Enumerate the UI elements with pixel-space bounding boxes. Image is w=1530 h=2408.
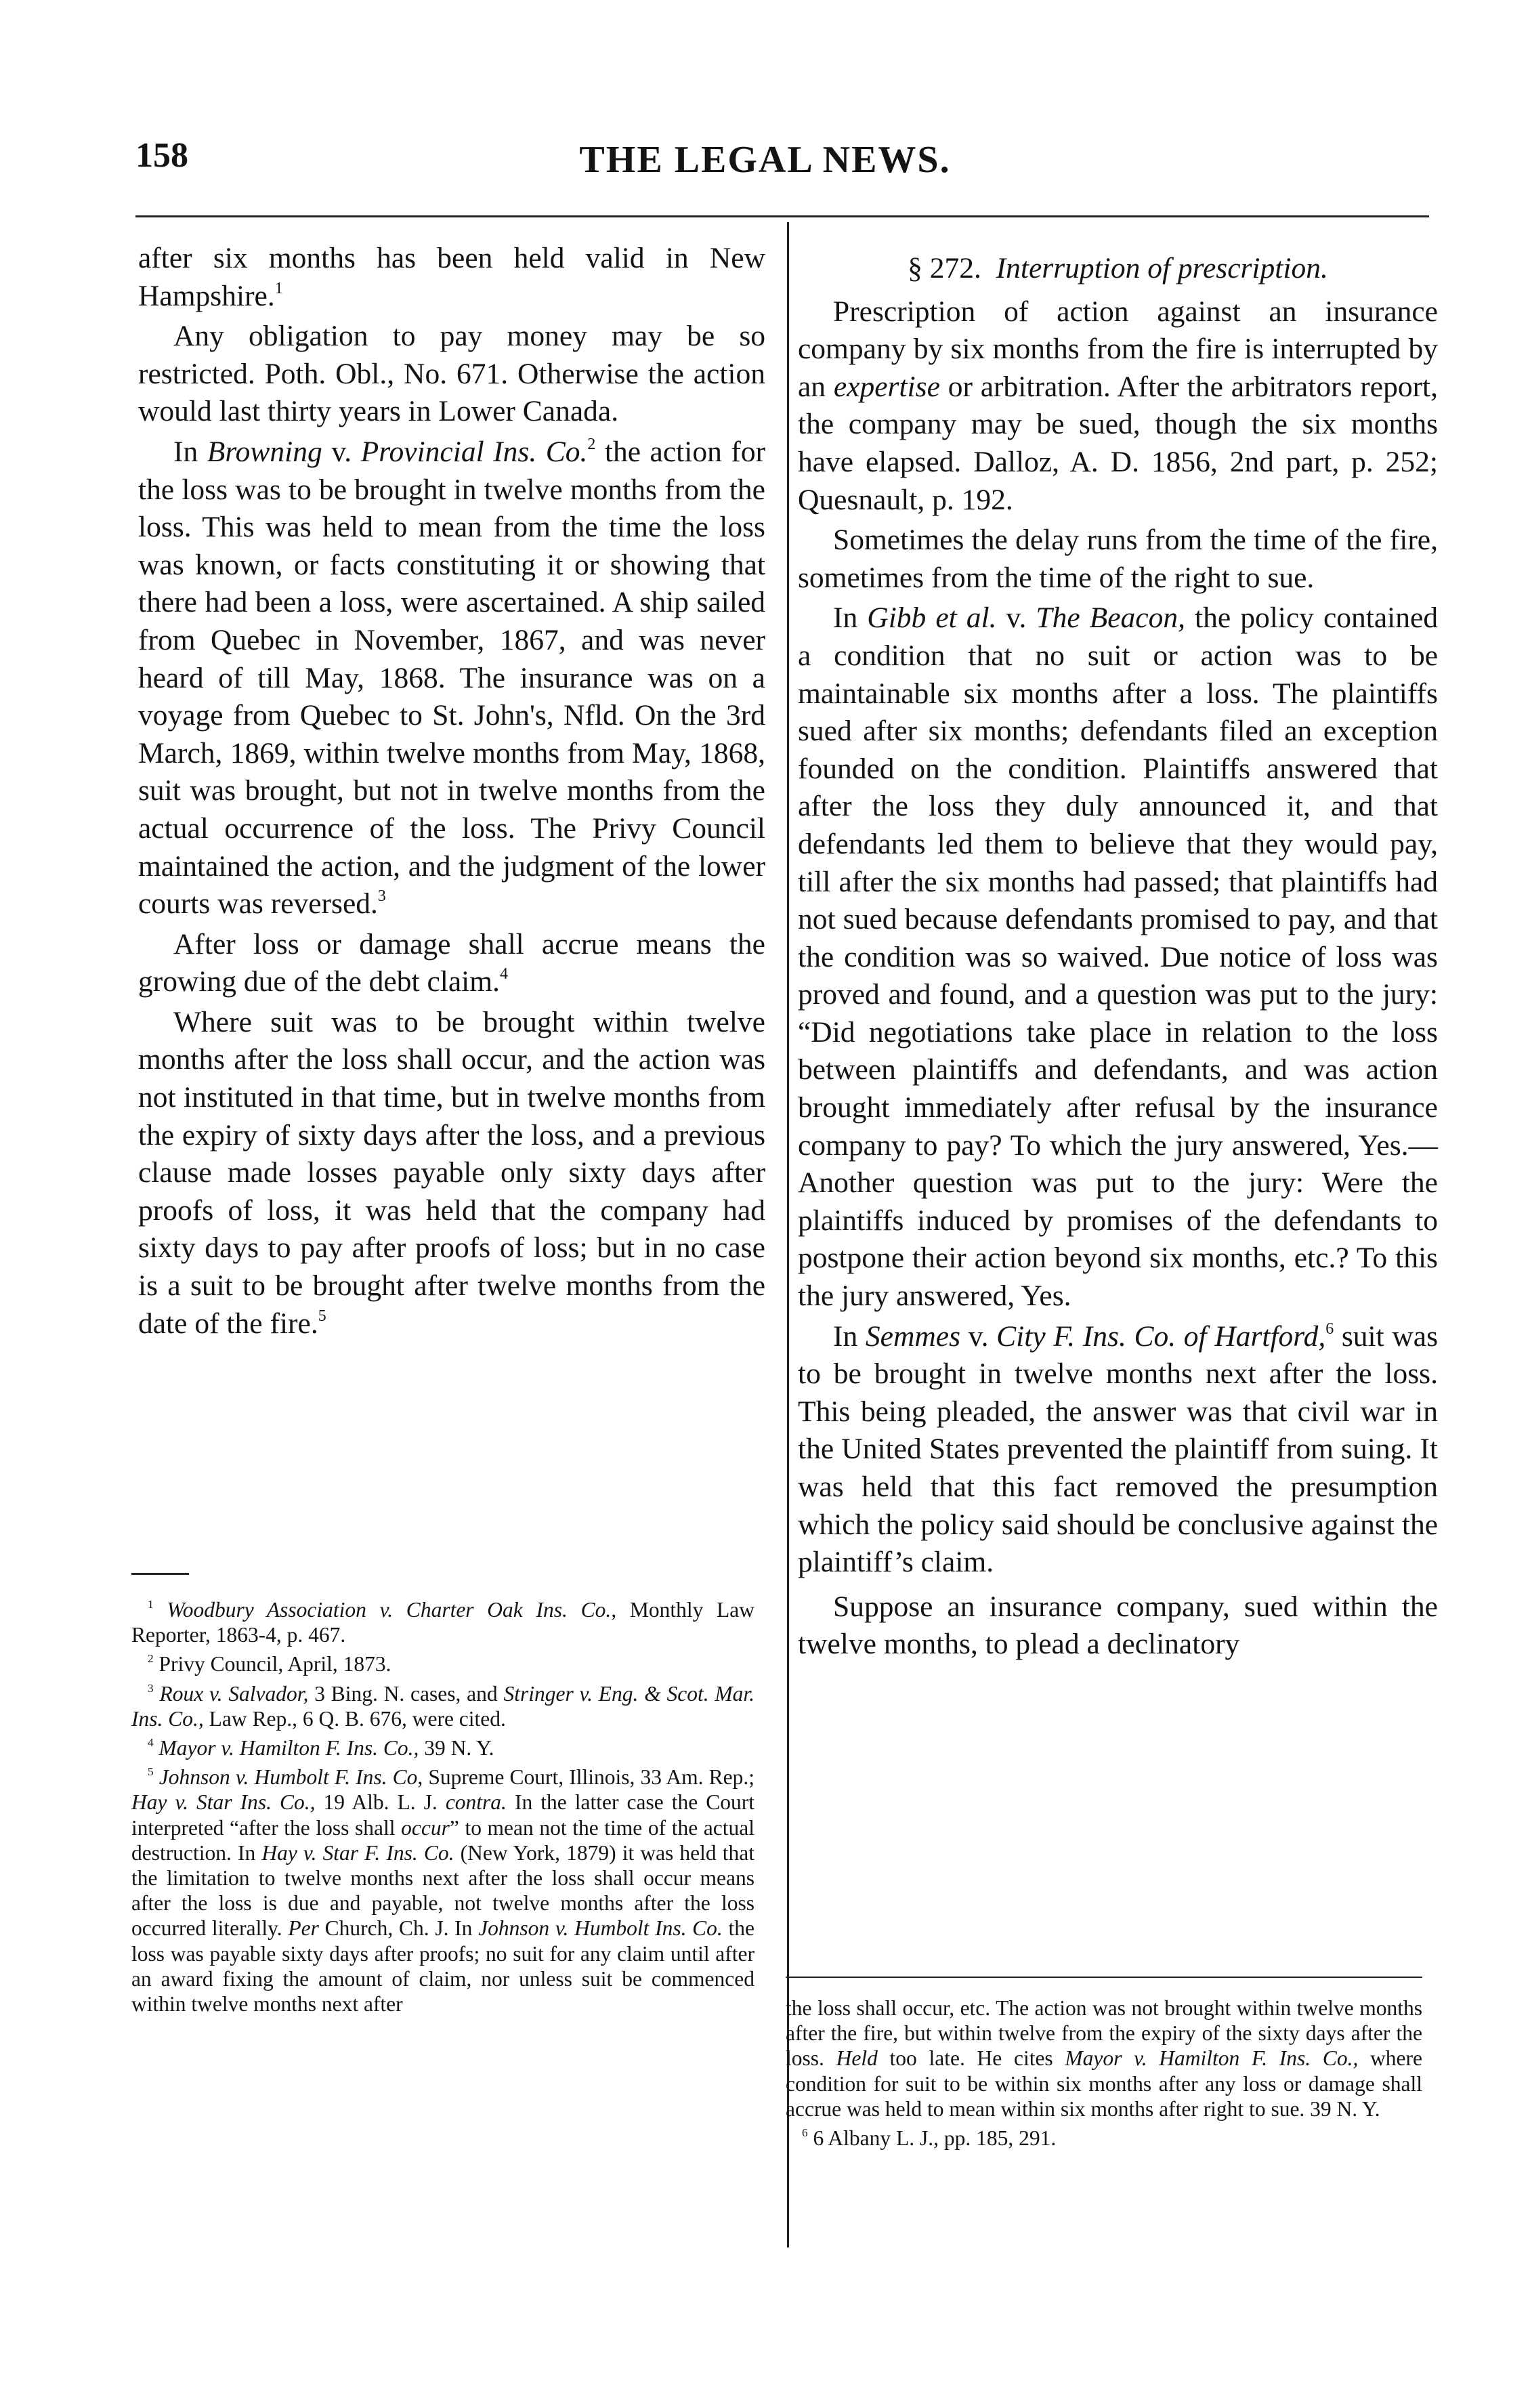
- footnote-number: 6: [802, 2126, 808, 2140]
- text: Law Rep., 6 Q. B. 676, were cited.: [209, 1706, 506, 1731]
- left-paragraph-5: [138, 1004, 765, 1343]
- footnote-ref: 2: [587, 436, 596, 454]
- right-paragraph-5: Suppose an insurance company, sued within the twelve months, to plead a declinatory: [798, 1590, 1438, 1661]
- left-paragraph-1: [138, 240, 765, 315]
- text: too late. He cites: [889, 2046, 1053, 2071]
- footnote-3: [131, 1681, 755, 1731]
- right-paragraph-1: [798, 293, 1438, 520]
- italic-term: occur: [401, 1815, 450, 1840]
- right-column: [798, 250, 1438, 1666]
- footnote-4: [131, 1735, 755, 1760]
- right-paragraph-2: Sometimes the delay runs from the time of the fire, sometimes from the time of the right to sue.: [798, 524, 1438, 594]
- footnote-number: 5: [148, 1765, 154, 1779]
- text: the policy contained a condition that no suit or action was to be maintainable six months after a loss. The plaintiffs sued after six months; defendants filed an exception founded on the condition. Plaintiffs answered that after the loss they duly announced it, and that defendants led them to believe that they would pay, till after the six months had passed; that plaintiffs had not sued because defendants promised to pay, and that the condition was so waived. Due notice of loss was proved and found, and a question was put to the jury: “Did negotiations take place in relation to the loss between plaintiffs and defendants, and was action brought immediately after refusal by the insurance company to pay? To which the jury answered, Yes.—Another question was put to the jury: Were the plaintiffs induced by promises of the defendants to postpone their action beyond six months, etc.? To this the jury answered, Yes.: [798, 601, 1439, 1313]
- case-name: Provincial Ins. Co.: [360, 435, 588, 468]
- section-number: § 272.: [908, 252, 981, 284]
- case-name: Woodbury Association v. Charter Oak Ins. Co.,: [167, 1598, 617, 1622]
- header-rule: [135, 215, 1429, 217]
- case-name: Mayor v. Hamilton F. Ins. Co.,: [158, 1736, 419, 1760]
- column-divider: [787, 222, 789, 2247]
- case-name: City F. Ins. Co. of Hartford,: [996, 1319, 1326, 1353]
- text: v.: [968, 1319, 989, 1353]
- right-footnote-rule: [786, 1977, 1422, 1978]
- case-name: Stringer v. Eng. & Scot. Mar. Ins. Co.,: [131, 1681, 755, 1731]
- page-number: 158: [135, 136, 188, 175]
- text: , Supreme Court, Illinois, 33 Am. Rep.;: [417, 1765, 755, 1790]
- footnote-2: [131, 1651, 755, 1676]
- right-paragraph-4: [798, 1318, 1438, 1582]
- footnote-separator: [131, 1573, 189, 1575]
- text: In: [833, 1319, 858, 1353]
- text: suit was to be brought in twelve months next after the loss. This being pleaded, the answer was that civil war in the United States prevented the plaintiff from suing. It was held that this fact removed the presumption which the policy said should be conclusive against the plaintiff’s claim.: [798, 1319, 1438, 1579]
- text: 39 N. Y.: [424, 1736, 494, 1760]
- footnote-1: [131, 1597, 755, 1647]
- footnote-ref: 1: [274, 279, 283, 297]
- text: (New York, 1879) it was held that the limitation to twelve months next after the loss shall occur means after the loss is due and payable, not twelve months after the loss occurred literally.: [131, 1840, 755, 1941]
- text: Prescription of action against an insurance company by six months from the fire is interrupted by an: [798, 295, 1438, 403]
- right-paragraph-3: [798, 599, 1438, 1315]
- case-name: Hay v. Star Ins. Co.,: [131, 1790, 316, 1815]
- footnote-ref: 6: [1325, 1319, 1334, 1338]
- case-name: Hay v. Star F. Ins. Co.: [261, 1840, 454, 1865]
- case-name: The Beacon,: [1036, 601, 1185, 635]
- text: or arbitration. After the arbitrators report, the company may be sued, though the six months have elapsed. Dalloz, A. D. 1856, 2nd part, p. 252; Quesnault, p. 192.: [798, 370, 1439, 516]
- footnote-number: 4: [148, 1736, 154, 1750]
- footnote-ref: 3: [377, 887, 386, 906]
- section-title: Interruption of prescription.: [996, 252, 1328, 284]
- footnote-6: [786, 2126, 1422, 2151]
- left-footnotes: [131, 1597, 755, 2021]
- footnote-number: 3: [148, 1681, 154, 1695]
- text: 6 Albany L. J., pp. 185, 291.: [813, 2126, 1057, 2151]
- left-paragraph-3: [138, 434, 765, 923]
- running-head-title: THE LEGAL NEWS.: [579, 139, 951, 181]
- right-footnotes: [786, 1995, 1422, 2155]
- italic-term: Per: [288, 1916, 319, 1941]
- case-name: Mayor v. Hamilton F. Ins. Co.,: [1065, 2046, 1359, 2071]
- italic-term: expertise: [833, 370, 940, 403]
- text: v.: [331, 435, 352, 468]
- text: Church, Ch. J. In: [324, 1916, 473, 1941]
- text: the action for the loss was to be brought in twelve months from the loss. This was held to mean from the time the loss was known, or facts constituting it or showing that there had been a loss, were ascertained. A ship sailed from Quebec in November, 1867, and was never heard of till May, 1868. The insurance was on a voyage from Quebec to St. John's, Nfld. On the 3rd March, 1869, within twelve months from May, 1868, suit was brought, but not in twelve months from the actual occurrence of the loss. The Privy Council maintained the action, and the judgment of the lower courts was reversed.: [138, 435, 766, 921]
- text: the loss was payable sixty days after proofs; no suit for any claim until after an award fixing the amount of claim, nor unless suit be commenced within twelve months next after: [131, 1916, 755, 2016]
- text: Monthly Law Reporter, 1863-4, p. 467.: [131, 1598, 755, 1647]
- text: 19 Alb. L. J.: [323, 1790, 438, 1815]
- left-paragraph-2: Any obligation to pay money may be so restricted. Poth. Obl., No. 671. Otherwise the action would last thirty years in Lower Canada.: [138, 320, 765, 428]
- text: 3 Bing. N. cases, and: [314, 1681, 498, 1706]
- text: After loss or damage shall accrue means the growing due of the debt claim.: [138, 927, 765, 998]
- text: after six months has been held valid in New Hampshire.: [138, 242, 765, 312]
- left-column: [138, 240, 765, 1343]
- text: v.: [1006, 601, 1027, 635]
- text: where condition for suit to be within six months after any loss or damage shall accrue was held to mean within six months after right to sue. 39 N. Y.: [786, 2046, 1423, 2121]
- footnote-5: [131, 1765, 755, 2016]
- text: the loss shall occur, etc. The action was not brought within twelve months after the fire, but within twelve from the expiry of the sixty days after the loss.: [786, 1996, 1422, 2071]
- case-name: Roux v. Salvador,: [159, 1681, 309, 1706]
- italic-term: contra.: [445, 1790, 507, 1815]
- footnote-ref: 5: [318, 1307, 326, 1325]
- case-name: Johnson v. Humbolt F. Ins. Co: [158, 1765, 418, 1790]
- footnote-ref: 4: [499, 965, 508, 984]
- text: Privy Council, April, 1873.: [158, 1652, 391, 1676]
- text: In: [833, 601, 858, 635]
- left-paragraph-4: [138, 926, 765, 1001]
- case-name: Semmes: [865, 1319, 961, 1353]
- text: In: [173, 435, 198, 468]
- text: Where suit was to be brought within twelve months after the loss shall occur, and the action was not instituted in that time, but in twelve months from the expiry of sixty days after the loss, and a previous clause made losses payable only sixty days after proofs of loss, it was held that the company had sixty days to pay after proofs of loss; but in no case is a suit to be brought after twelve months from the date of the fire.: [138, 1005, 765, 1340]
- footnote-number: 1: [148, 1598, 154, 1611]
- case-name: Gibb et al.: [867, 601, 997, 635]
- footnote-5-continued: [786, 1995, 1422, 2121]
- footnote-number: 2: [148, 1652, 154, 1666]
- italic-term: Held: [836, 2046, 878, 2071]
- case-name: Johnson v. Humbolt Ins. Co.: [478, 1916, 723, 1941]
- text: In the latter case the Court interpreted “after the loss shall: [131, 1790, 755, 1840]
- section-heading: [798, 250, 1438, 288]
- case-name: Browning: [207, 435, 322, 468]
- text: ” to mean not the time of the actual destruction. In: [131, 1815, 755, 1865]
